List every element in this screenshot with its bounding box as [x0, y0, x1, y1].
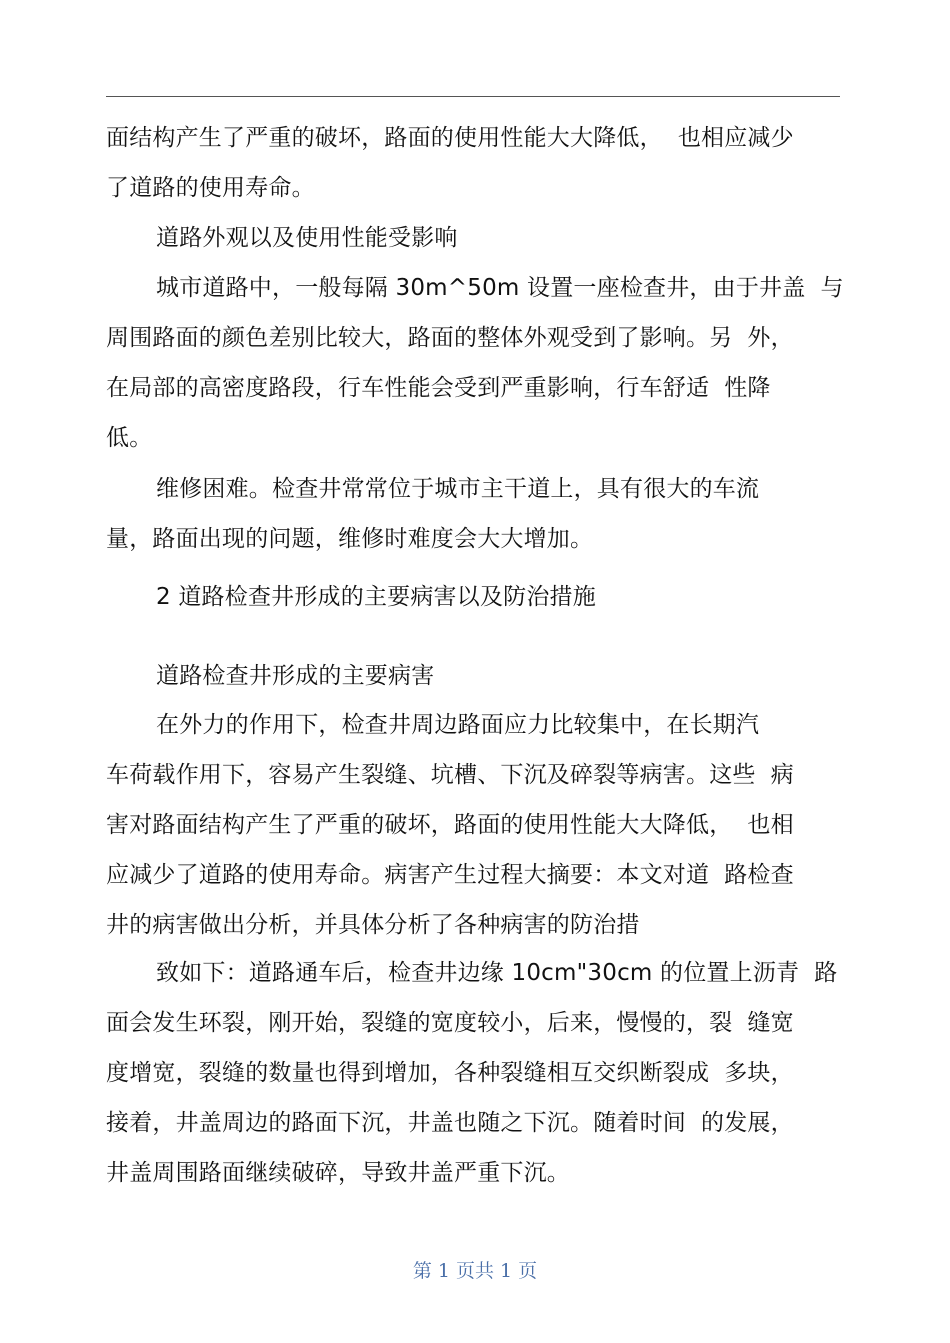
text-line: 维修困难。检查井常常位于城市主干道上，具有很大的车流: [156, 476, 760, 502]
text-line: 低。: [106, 425, 153, 451]
text-line: 量，路面出现的问题，维修时难度会大大增加。: [106, 526, 594, 552]
section-heading: 道路外观以及使用性能受影响: [156, 225, 458, 251]
text-line: 周围路面的颜色差别比较大，路面的整体外观受到了影响。另 外，: [106, 325, 794, 351]
header-rule: [106, 96, 840, 97]
text-line: 井盖周围路面继续破碎，导致井盖严重下沉。: [106, 1160, 570, 1186]
text-line: 面会发生环裂，刚开始，裂缝的宽度较小，后来，慢慢的，裂 缝宽: [106, 1010, 794, 1036]
text-line: 面结构产生了严重的破坏，路面的使用性能大大降低， 也相应减少: [106, 125, 794, 151]
text-line: 度增宽，裂缝的数量也得到增加，各种裂缝相互交织断裂成 多块，: [106, 1060, 794, 1086]
text-line: 车荷载作用下，容易产生裂缝、坑槽、下沉及碎裂等病害。这些 病: [106, 762, 794, 788]
text-line: 城市道路中，一般每隔 30m^50m 设置一座检查井，由于井盖 与: [156, 275, 844, 301]
text-line: 致如下：道路通车后，检查井边缘 10cm"30cm 的位置上沥青 路: [156, 960, 838, 986]
text-line: 在局部的高密度路段，行车性能会受到严重影响，行车舒适 性降: [106, 375, 771, 401]
section-heading: 2 道路检查井形成的主要病害以及防治措施: [156, 584, 596, 610]
text-line: 应减少了道路的使用寿命。病害产生过程大摘要：本文对道 路检查: [106, 862, 794, 888]
text-line: 井的病害做出分析，并具体分析了各种病害的防治措: [106, 912, 640, 938]
page-number: 第 1 页共 1 页: [412, 1260, 538, 1282]
section-heading: 道路检查井形成的主要病害: [156, 663, 435, 689]
text-line: 在外力的作用下，检查井周边路面应力比较集中，在长期汽: [156, 712, 760, 738]
text-line: 害对路面结构产生了严重的破坏，路面的使用性能大大降低， 也相: [106, 812, 794, 838]
text-line: 了道路的使用寿命。: [106, 175, 315, 201]
text-line: 接着，井盖周边的路面下沉，井盖也随之下沉。随着时间 的发展，: [106, 1110, 794, 1136]
